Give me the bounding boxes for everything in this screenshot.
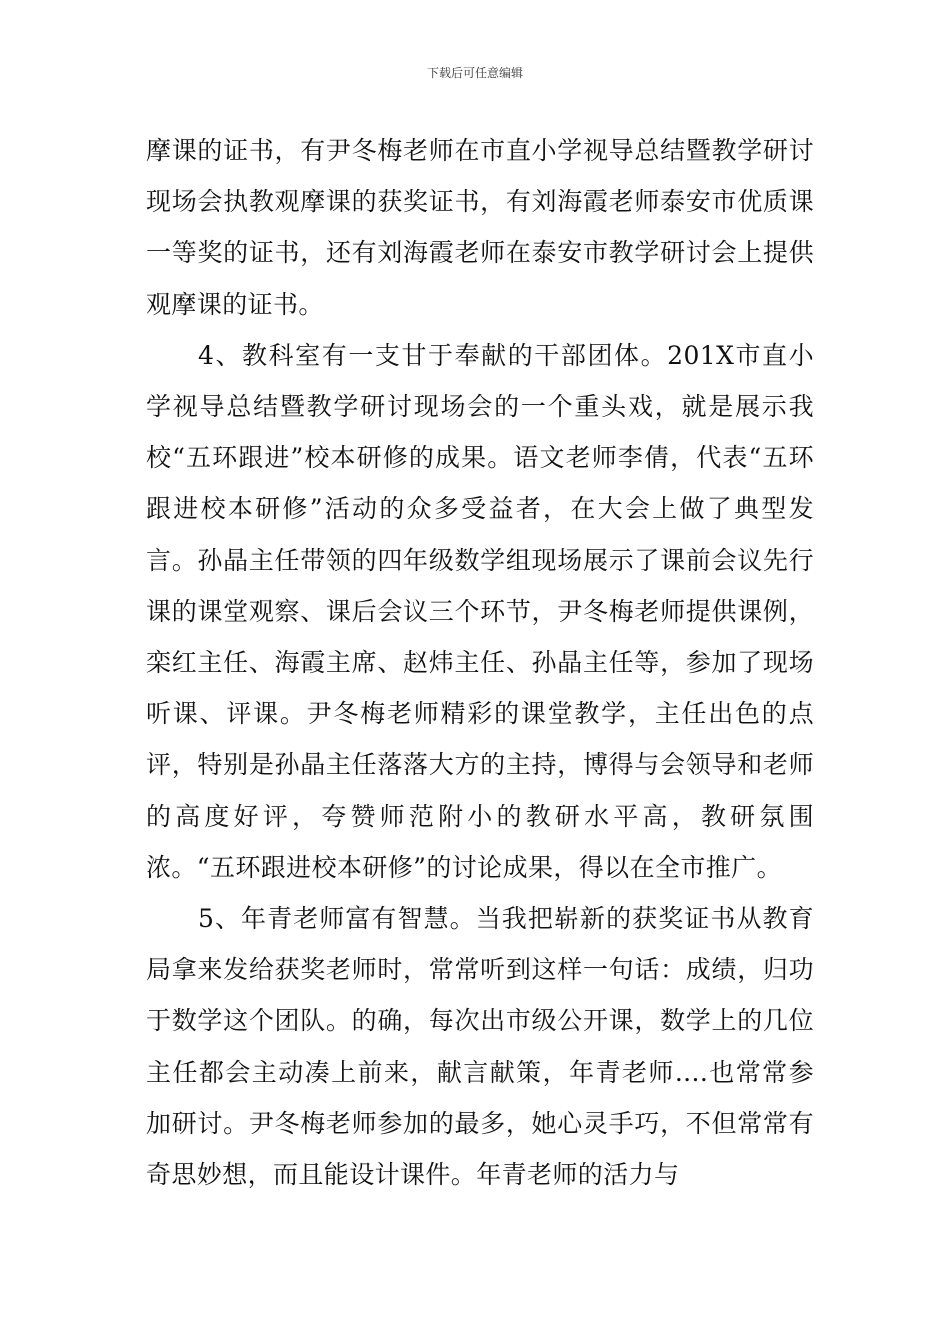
- paragraph-3: 5、年青老师富有智慧。当我把崭新的获奖证书从教育局拿来发给获奖老师时，常常听到这样一句话：成绩，归功于数学这个团队。的确，每次出市级公开课，数学上的几位主任都会主动凑上前来，献言献策，年青老师....也常常参加研讨。尹冬梅老师参加的最多，她心灵手巧，不但常常有奇思妙想，而且能设计课件。年青老师的活力与: [146, 904, 814, 1190]
- paragraph-1: 摩课的证书，有尹冬梅老师在市直小学视导总结暨教学研讨现场会执教观摩课的获奖证书，有刘海霞老师泰安市优质课一等奖的证书，还有刘海霞老师在泰安市教学研讨会上提供观摩课的证书。: [146, 136, 814, 319]
- paragraph-2: 4、教科室有一支甘于奉献的干部团体。201X市直小学视导总结暨教学研讨现场会的一个重头戏，就是展示我校“五环跟进”校本研修的成果。语文老师李倩，代表“五环跟进校本研修”活动的众多受益者，在大会上做了典型发言。孙晶主任带领的四年级数学组现场展示了课前会议先行课的课堂观察、课后会议三个环节，尹冬梅老师提供课例，栾红主任、海霞主席、赵炜主任、孙晶主任等，参加了现场听课、评课。尹冬梅老师精彩的课堂教学，主任出色的点评，特别是孙晶主任落落大方的主持，博得与会领导和老师的高度好评，夸赞师范附小的教研水平高，教研氛围浓。“五环跟进校本研修”的讨论成果，得以在全市推广。: [146, 340, 814, 882]
- body-text: [146, 125, 814, 1200]
- header-note: 下载后可任意编辑: [426, 66, 523, 80]
